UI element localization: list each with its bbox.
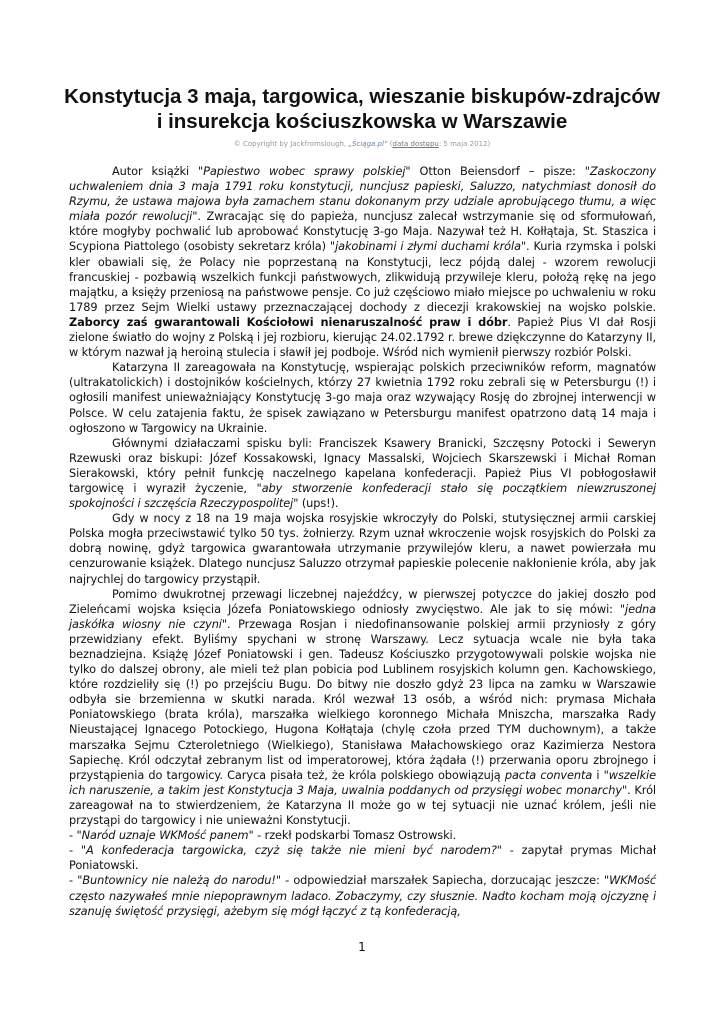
- paragraph-3: [69, 436, 656, 511]
- text-run: " - zapytał prymas Michał Poniatowski.: [69, 843, 656, 873]
- text-run: i ": [592, 767, 609, 782]
- text-run: Głównymi działaczami spisku byli: Franciszek Ksawery Branicki, Szczęsny Potocki i Seweryn Rzewuski oraz biskupi: Józef Kossakowski, Ignacy Massalski, Wojciech Skarszewski i Michał Roman Sierakowski, który pełnił funkcję naczelnego kapelana konfederacji. Papież Pius VI pobłogosławił targowicę i wyraził życzenie, ": [69, 435, 656, 495]
- text-run: ". Przewaga Rosjan i niedofinansowanie polskiej armii przyniosły z góry przewidziany efekt. Byliśmy spychani w stronę Warszawy. Lecz sytuacja wcale nie była taka beznadziejna. Książę Józef Poniatowski i gen. Tadeusz Kościuszko przygotowywali polskie wojska nie tylko do dalszej obrony, ale mieli też plan pobicia pod Lublinem rosyjskich kolumn gen. Kachowskiego, które rozdzieliły się (!) po przejściu Bugu. Do bitwy nie doszło gdyż 23 lipca na zamku w Warszawie odbyła sie brzemienna w skutki narada. Król wezwał 13 osób, a wśród nich: prymasa Michała Poniatowskiego (brata króla), marszałka wielkiego koronnego Michała Mniszcha, marszałka Rady Nieustającej Ignacego Potockiego, Hugona Kołłątaja (chylę czoła przed TYM duchownym), a także marszałka Sejmu Czteroletniego (Wielkiego), Stanisława Małachowskiego oraz Kazimierza Nestora Sapiechę. Król odczytał zebranym list od imperatorowej, która żądała (!) przerwania oporu zbrojnego i przystąpienia do targowicy. Caryca pisała też, że króla polskiego obowiązują: [69, 616, 656, 782]
- latin-term: pacta conventa: [504, 767, 593, 782]
- access-date-link[interactable]: data dostępu: [392, 140, 439, 148]
- quote: wszelkie ich naruszenie, a takim jest Konstytucja 3 Maja, uwalnia poddanych od przysięgi wobec monarchy: [69, 767, 656, 797]
- text-run: " - odpowiedział marszałek Sapiecha, dorzucając jeszcze: ": [275, 873, 610, 888]
- quote: WKMość często nazywałeś mnie niepoprawnym ladaco. Zobaczymy, czy słusznie. Nadto kocham moją ojczyznę i szanuję świętość przysięgi, ażebym się mógł łączyć z tą konfederacją,: [69, 873, 656, 918]
- paragraph-2: Katarzyna II zareagowała na Konstytucję, wspierając polskich przeciwników reform, magnatów (ultrakatolickich) i dostojników kościelnych, którzy 27 kwietnia 1792 roku zebrali się w Petersburgu (!) i ogłosili manifest unieważniający Konstytucję 3-go maja oraz wzywający Rosję do zbrojnej interwencji w Polsce. W celu zatajenia faktu, że spisek zawiązano w Petersburgu manifest opatrzono datą 14 maja i ogłoszono w Targowicy na Ukrainie.: [69, 360, 656, 435]
- quote: aby stworzenie konfederacji stało się początkiem niewzruszonej spokojności i szczęścia Rzeczypospolitej: [69, 480, 656, 511]
- quote: jedna jaskółka wiosny nie czyni: [69, 601, 656, 631]
- quote: Zaskoczony uchwaleniem dnia 3 maja 1791 roku konstytucji, nuncjusz papieski, Saluzzo, natychmiast donosił do Rzymu, że ustawa majowa była zamachem stanu dokonanym przy udziale aprobującego tłumu, a więc miała pozór rewolucji: [69, 164, 656, 224]
- paragraph-5: [69, 587, 656, 829]
- paragraph-4: Gdy w nocy z 18 na 19 maja wojska rosyjskie wkroczyły do Polski, stutysięcznej armii carskiej Polska mogła przeciwstawić tylko 50 tys. żołnierzy. Rzym uznał wkroczenie wojsk rosyjskich do Polski za dobrą nowinę, gdyż targowica gwarantowała utrzymanie przywilejów kleru, a nawet powierzała mu cenzurowanie książek. Dlatego nuncjusz Saluzzo otrzymał papieskie polecenie nakłonienie króla, aby jak najrychlej do targowicy przystąpił.: [69, 511, 656, 586]
- text-run: " Otton Beiensdorf – pisze: ": [405, 164, 590, 178]
- text-run: Pomimo dwukrotnej przewagi liczebnej najeźdźcy, w pierwszej potyczce do jakiej doszło pod Zieleńcami wojska księcia Józefa Poniatowskiego odniosły zwycięstwo. Ale jak to się mówi: ": [69, 586, 656, 616]
- dialogue-line-1: [69, 828, 656, 843]
- text-run: . Papież Pius VI dał Rosji zielone światło do wojny z Polską i jej rozbioru, kierując 24.02.1792 r. brewe dziękczynne do Katarzyny II, w którym nazwał ją heroiną stulecia i sławił jej podboje. Wśród nich wymienił pierwszy rozbiór Polski.: [69, 314, 656, 360]
- text-run: - ": [69, 828, 82, 843]
- page-number: 1: [358, 940, 366, 954]
- text-run: ". Król zareagował na to stwierdzeniem, że Katarzyna II może go w tej sytuacji nie uznać królem, jeśli nie przystąpi do targowicy i nie unieważni Konstytucji.: [69, 782, 656, 828]
- text-run: " - rzekł podskarbi Tomasz Ostrowski.: [248, 828, 457, 843]
- dialogue-line-3: [69, 873, 656, 918]
- text-run: Autor książki ": [112, 164, 204, 178]
- access-date: : 5 maja 2012): [438, 140, 491, 148]
- quote: Buntownicy nie należą do narodu!: [82, 873, 276, 888]
- copyright-open: (: [387, 140, 393, 148]
- document-title: Konstytucja 3 maja, targowica, wieszanie biskupów-zdrajców i insurekcja kościuszkowska w Warszawie: [64, 85, 660, 133]
- quote: Naród uznaje WKMość panem: [81, 828, 249, 843]
- source-link[interactable]: „Ściąga.pl”: [348, 140, 388, 148]
- text-run: - ": [69, 843, 86, 858]
- copyright-prefix: © Copyright by Jackfromslough,: [233, 140, 349, 148]
- quote: A konfederacja targowicka, czyż się także nie mieni być narodem?: [86, 843, 497, 858]
- paragraph-1: [69, 164, 656, 360]
- bold-statement: Zaborcy zaś gwarantowali Kościołowi nienaruszalność praw i dóbr: [69, 314, 508, 329]
- copyright-line: [60, 140, 664, 148]
- text-run: ". Zwracając się do papieża, nuncjusz zalecał wstrzymanie się od sformułowań, które mogłyby pochwalić lub aprobować Konstytucję 3-go Maja. Nazywał też H. Kołłątaja, St. Staszica i Scypiona Piattolego (osobisty sekretarz króla) ": [69, 209, 657, 254]
- text-run: - ": [69, 873, 83, 888]
- book-title: Papiestwo wobec sprawy polskiej: [203, 164, 406, 178]
- text-run: ". Kuria rzymska i polski kler obawiali się, że Polacy nie poprzestaną na Konstytucji, lecz pójdą dalej - wzorem rewolucji francuskiej - pozbawią wszelkich funkcji państwowych, zlikwidują przywileje kleru, położą rękę na jego majątku, a księży przeniosą na państwowe pensje. Co już częściowo miało miejsce po uchwaleniu w roku 1789 przez Sejm Wielki ustawy przeznaczającej dochody z diecezji krakowskiej na wojsko polskie.: [69, 239, 657, 314]
- quote: jakobinami i złymi duchami króla: [335, 239, 521, 254]
- document-body: [69, 164, 656, 919]
- dialogue-line-2: [69, 843, 656, 873]
- text-run: " (ups!).: [293, 496, 339, 511]
